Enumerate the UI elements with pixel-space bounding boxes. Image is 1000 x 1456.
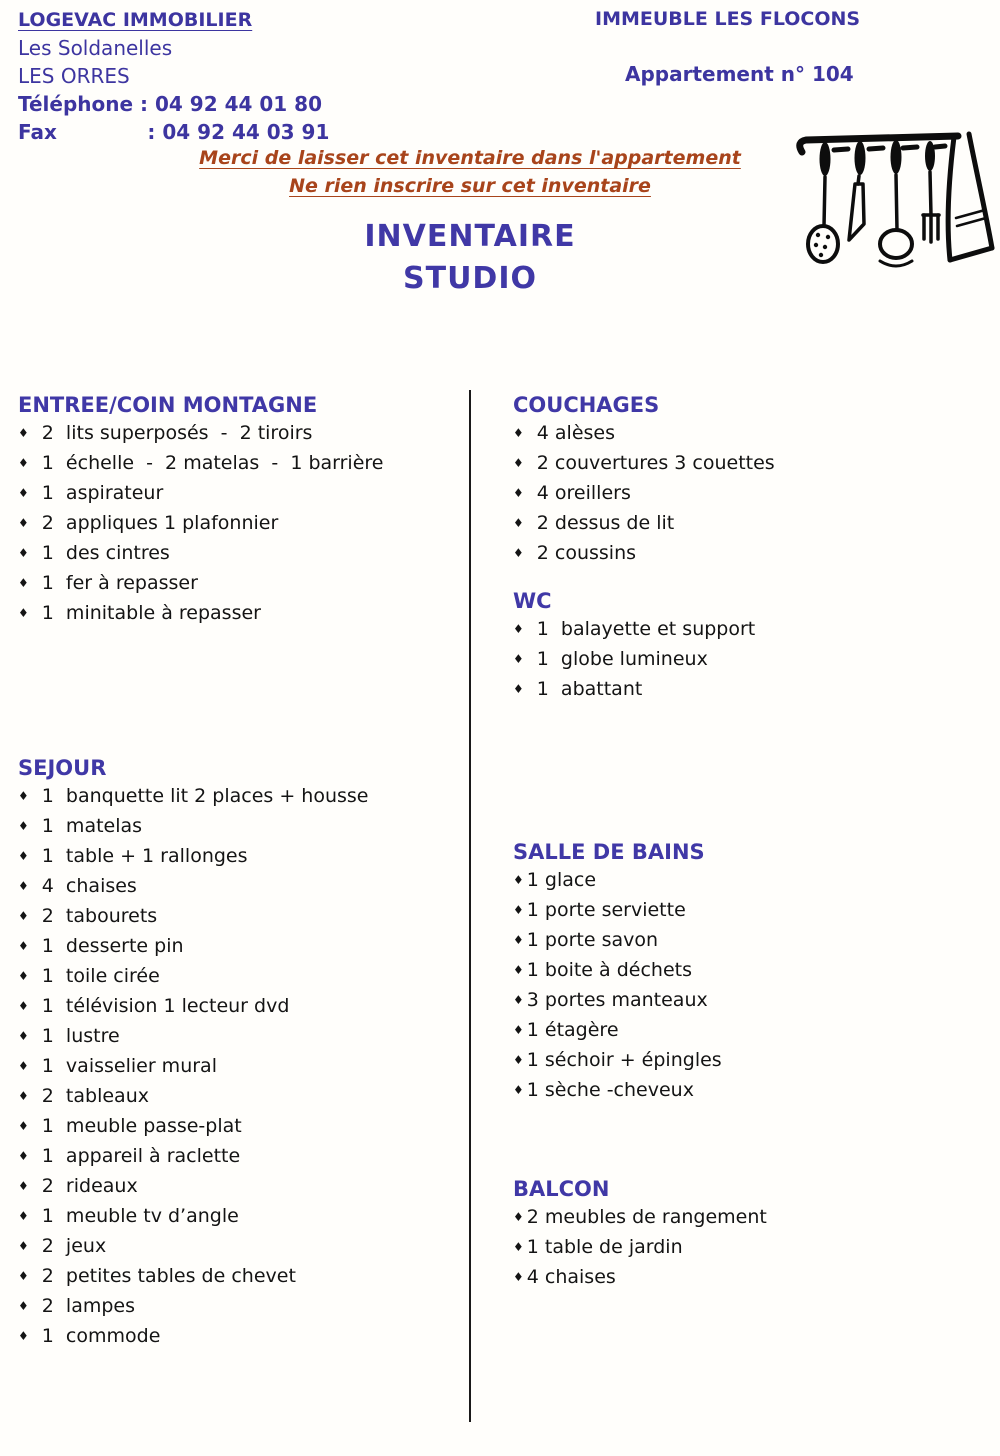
diamond-bullet-icon: ♦ bbox=[513, 1083, 524, 1097]
balcon-item-list bbox=[513, 1203, 988, 1293]
section-couchages bbox=[513, 391, 988, 569]
inventory-item bbox=[18, 1052, 468, 1082]
section-title-sejour: SEJOUR bbox=[18, 756, 107, 780]
inventory-item bbox=[18, 449, 468, 479]
item-text: 2 dessus de lit bbox=[536, 512, 675, 534]
item-text: 2 rideaux bbox=[41, 1175, 138, 1197]
inventory-item bbox=[18, 1292, 468, 1322]
diamond-bullet-icon: ♦ bbox=[18, 606, 29, 620]
diamond-bullet-icon: ♦ bbox=[513, 1053, 524, 1067]
inventory-item bbox=[513, 1076, 988, 1106]
inventory-item bbox=[513, 645, 988, 675]
item-text: 1 matelas bbox=[41, 815, 143, 837]
item-text: 4 chaises bbox=[41, 875, 137, 897]
inventory-item bbox=[18, 1172, 468, 1202]
item-text: 1 porte savon bbox=[526, 929, 659, 951]
inventory-item bbox=[513, 1016, 988, 1046]
inventory-item bbox=[18, 539, 468, 569]
agency-phone-line: Téléphone : 04 92 44 01 80 bbox=[18, 92, 323, 116]
diamond-bullet-icon: ♦ bbox=[513, 903, 524, 917]
inventory-item bbox=[513, 1046, 988, 1076]
diamond-bullet-icon: ♦ bbox=[513, 963, 524, 977]
item-text: 1 sèche -cheveux bbox=[526, 1079, 694, 1101]
diamond-bullet-icon: ♦ bbox=[18, 1029, 29, 1043]
building-name: IMMEUBLE LES FLOCONS bbox=[595, 8, 861, 30]
inventory-item bbox=[18, 842, 468, 872]
item-text: 2 coussins bbox=[536, 542, 637, 564]
diamond-bullet-icon: ♦ bbox=[513, 622, 524, 636]
item-text: 1 lustre bbox=[41, 1025, 120, 1047]
diamond-bullet-icon: ♦ bbox=[18, 849, 29, 863]
diamond-bullet-icon: ♦ bbox=[18, 1209, 29, 1223]
inventory-item bbox=[18, 1142, 468, 1172]
diamond-bullet-icon: ♦ bbox=[18, 1119, 29, 1133]
diamond-bullet-icon: ♦ bbox=[18, 1059, 29, 1073]
inventory-item bbox=[513, 896, 988, 926]
inventory-item bbox=[18, 932, 468, 962]
diamond-bullet-icon: ♦ bbox=[513, 456, 524, 470]
item-text: 1 boite à déchets bbox=[526, 959, 692, 981]
item-text: 1 vaisselier mural bbox=[41, 1055, 217, 1077]
diamond-bullet-icon: ♦ bbox=[513, 516, 524, 530]
item-text: 1 échelle - 2 matelas - 1 barrière bbox=[41, 452, 384, 474]
diamond-bullet-icon: ♦ bbox=[513, 1023, 524, 1037]
inventory-item bbox=[513, 675, 988, 705]
inventory-item bbox=[18, 992, 468, 1022]
diamond-bullet-icon: ♦ bbox=[18, 576, 29, 590]
diamond-bullet-icon: ♦ bbox=[18, 1299, 29, 1313]
item-text: 1 commode bbox=[41, 1325, 161, 1347]
section-title-entree: ENTREE/COIN MONTAGNE bbox=[18, 393, 318, 417]
item-text: 1 toile cirée bbox=[41, 965, 160, 987]
inventory-item bbox=[513, 1203, 988, 1233]
inventory-item bbox=[513, 449, 988, 479]
section-title-balcon: BALCON bbox=[513, 1177, 610, 1201]
title-line-studio: STUDIO bbox=[403, 261, 537, 296]
section-salle-de-bains bbox=[513, 838, 988, 1106]
inventory-item bbox=[18, 1082, 468, 1112]
item-text: 2 appliques 1 plafonnier bbox=[41, 512, 279, 534]
item-text: 1 fer à repasser bbox=[41, 572, 198, 594]
item-text: 4 oreillers bbox=[536, 482, 631, 504]
item-text: 1 appareil à raclette bbox=[41, 1145, 241, 1167]
item-text: 4 alèses bbox=[536, 422, 615, 444]
diamond-bullet-icon: ♦ bbox=[513, 682, 524, 696]
diamond-bullet-icon: ♦ bbox=[18, 819, 29, 833]
diamond-bullet-icon: ♦ bbox=[513, 652, 524, 666]
diamond-bullet-icon: ♦ bbox=[513, 873, 524, 887]
wc-item-list bbox=[513, 615, 988, 705]
item-text: 1 table + 1 rallonges bbox=[41, 845, 248, 867]
diamond-bullet-icon: ♦ bbox=[513, 1240, 524, 1254]
item-text: 1 aspirateur bbox=[41, 482, 164, 504]
diamond-bullet-icon: ♦ bbox=[18, 1149, 29, 1163]
diamond-bullet-icon: ♦ bbox=[513, 486, 524, 500]
section-wc bbox=[513, 587, 988, 705]
inventory-item bbox=[18, 599, 468, 629]
item-text: 1 desserte pin bbox=[41, 935, 184, 957]
inventory-item bbox=[18, 962, 468, 992]
inventory-item bbox=[513, 926, 988, 956]
diamond-bullet-icon: ♦ bbox=[18, 1239, 29, 1253]
item-text: 1 meuble passe-plat bbox=[41, 1115, 242, 1137]
inventory-item bbox=[513, 539, 988, 569]
inventory-item bbox=[18, 782, 468, 812]
sejour-item-list bbox=[18, 782, 468, 1352]
diamond-bullet-icon: ♦ bbox=[18, 516, 29, 530]
inventory-item bbox=[18, 812, 468, 842]
item-text: 2 jeux bbox=[41, 1235, 107, 1257]
agency-block bbox=[18, 6, 329, 146]
inventory-item bbox=[513, 1263, 988, 1293]
agency-residence: Les Soldanelles bbox=[18, 36, 173, 60]
inventory-item bbox=[18, 1262, 468, 1292]
inventory-item bbox=[18, 1202, 468, 1232]
item-text: 2 tabourets bbox=[41, 905, 158, 927]
item-text: 1 glace bbox=[526, 869, 597, 891]
inventory-item bbox=[513, 866, 988, 896]
diamond-bullet-icon: ♦ bbox=[18, 879, 29, 893]
item-text: 2 lampes bbox=[41, 1295, 136, 1317]
inventory-item bbox=[513, 986, 988, 1016]
item-text: 1 globe lumineux bbox=[536, 648, 708, 670]
item-text: 3 portes manteaux bbox=[526, 989, 708, 1011]
diamond-bullet-icon: ♦ bbox=[18, 969, 29, 983]
inventory-item bbox=[18, 1322, 468, 1352]
item-text: 2 couvertures 3 couettes bbox=[536, 452, 775, 474]
diamond-bullet-icon: ♦ bbox=[513, 1210, 524, 1224]
diamond-bullet-icon: ♦ bbox=[18, 939, 29, 953]
inventory-item bbox=[18, 1112, 468, 1142]
section-title-salle-de-bains: SALLE DE BAINS bbox=[513, 840, 705, 864]
item-text: 1 meuble tv d’angle bbox=[41, 1205, 239, 1227]
section-balcon bbox=[513, 1175, 988, 1293]
item-text: 2 lits superposés - 2 tiroirs bbox=[41, 422, 313, 444]
diamond-bullet-icon: ♦ bbox=[18, 789, 29, 803]
agency-city: LES ORRES bbox=[18, 64, 130, 88]
item-text: 1 balayette et support bbox=[536, 618, 756, 640]
item-text: 1 des cintres bbox=[41, 542, 170, 564]
item-text: 4 chaises bbox=[526, 1266, 616, 1288]
item-text: 1 porte serviette bbox=[526, 899, 686, 921]
inventory-item bbox=[18, 479, 468, 509]
inventory-item bbox=[513, 1233, 988, 1263]
item-text: 1 étagère bbox=[526, 1019, 619, 1041]
inventory-item bbox=[513, 615, 988, 645]
diamond-bullet-icon: ♦ bbox=[513, 933, 524, 947]
inventory-item bbox=[513, 956, 988, 986]
diamond-bullet-icon: ♦ bbox=[18, 486, 29, 500]
inventory-item bbox=[18, 902, 468, 932]
inventory-item bbox=[18, 509, 468, 539]
section-sejour bbox=[18, 754, 468, 1352]
diamond-bullet-icon: ♦ bbox=[513, 1270, 524, 1284]
item-text: 1 banquette lit 2 places + housse bbox=[41, 785, 369, 807]
item-text: 1 séchoir + épingles bbox=[526, 1049, 722, 1071]
diamond-bullet-icon: ♦ bbox=[18, 909, 29, 923]
agency-name: LOGEVAC IMMOBILIER bbox=[18, 9, 253, 31]
item-text: 1 minitable à repasser bbox=[41, 602, 261, 624]
diamond-bullet-icon: ♦ bbox=[18, 1269, 29, 1283]
item-text: 2 tableaux bbox=[41, 1085, 149, 1107]
item-text: 2 petites tables de chevet bbox=[41, 1265, 296, 1287]
notice-line-1: Merci de laisser cet inventaire dans l'appartement bbox=[199, 147, 741, 169]
item-text: 1 abattant bbox=[536, 678, 643, 700]
diamond-bullet-icon: ♦ bbox=[18, 546, 29, 560]
inventory-item bbox=[18, 419, 468, 449]
section-title-wc: WC bbox=[513, 589, 552, 613]
inventory-item bbox=[18, 1232, 468, 1262]
title-line-inventaire: INVENTAIRE bbox=[364, 219, 576, 254]
document-title bbox=[0, 216, 940, 300]
inventory-item bbox=[18, 872, 468, 902]
diamond-bullet-icon: ♦ bbox=[513, 426, 524, 440]
item-text: 1 télévision 1 lecteur dvd bbox=[41, 995, 290, 1017]
entree-item-list bbox=[18, 419, 468, 629]
diamond-bullet-icon: ♦ bbox=[18, 1329, 29, 1343]
section-title-couchages: COUCHAGES bbox=[513, 393, 660, 417]
diamond-bullet-icon: ♦ bbox=[18, 1179, 29, 1193]
inventory-item bbox=[513, 419, 988, 449]
inventory-item bbox=[513, 509, 988, 539]
couchages-item-list bbox=[513, 419, 988, 569]
apartment-number: Appartement n° 104 bbox=[625, 62, 854, 86]
section-entree-coin-montagne bbox=[18, 391, 468, 629]
inventory-item bbox=[18, 1022, 468, 1052]
diamond-bullet-icon: ♦ bbox=[18, 426, 29, 440]
agency-fax-line: Fax : 04 92 44 03 91 bbox=[18, 120, 330, 144]
column-divider-line bbox=[469, 390, 471, 1422]
inventory-item bbox=[18, 569, 468, 599]
notice-line-2: Ne rien inscrire sur cet inventaire bbox=[289, 175, 651, 197]
diamond-bullet-icon: ♦ bbox=[513, 993, 524, 1007]
inventory-item bbox=[513, 479, 988, 509]
item-text: 1 table de jardin bbox=[526, 1236, 683, 1258]
item-text: 2 meubles de rangement bbox=[526, 1206, 767, 1228]
diamond-bullet-icon: ♦ bbox=[18, 456, 29, 470]
diamond-bullet-icon: ♦ bbox=[513, 546, 524, 560]
salle-de-bains-item-list bbox=[513, 866, 988, 1106]
diamond-bullet-icon: ♦ bbox=[18, 1089, 29, 1103]
diamond-bullet-icon: ♦ bbox=[18, 999, 29, 1013]
